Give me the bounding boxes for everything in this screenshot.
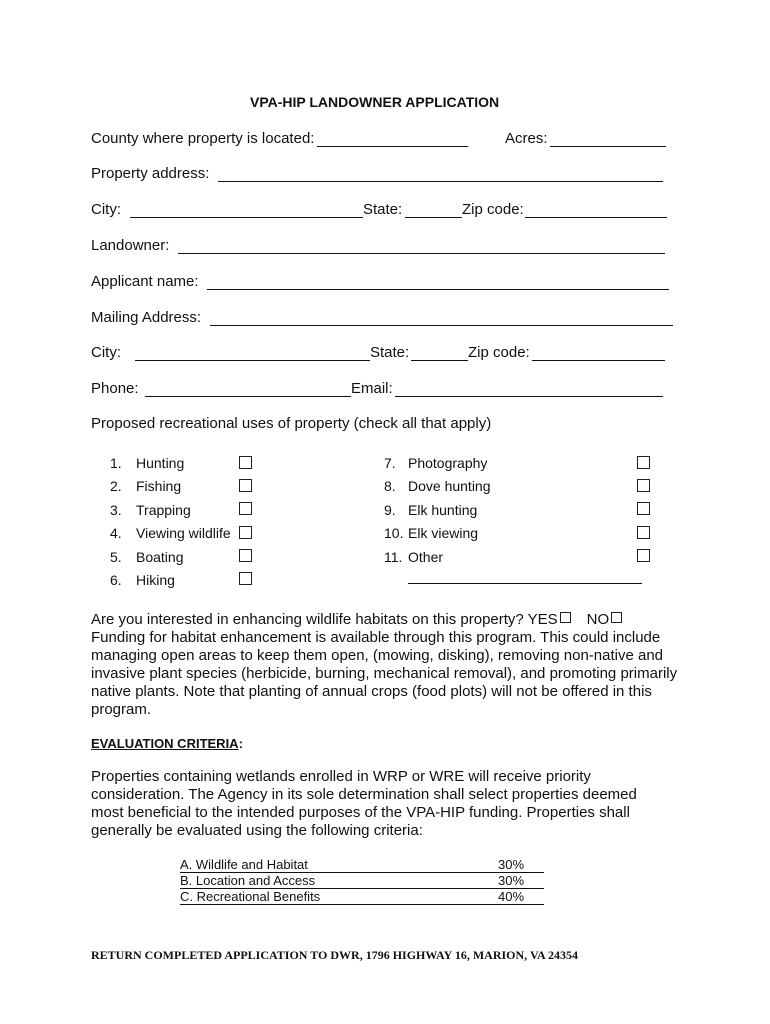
zip-label: Zip code:	[462, 201, 524, 218]
list-item: 7. Photography	[384, 455, 488, 471]
mailing-city-field[interactable]	[135, 360, 370, 361]
checkbox-elk-hunting[interactable]	[637, 502, 650, 515]
list-item: 2. Fishing	[110, 478, 182, 494]
list-item: 8. Dove hunting	[384, 478, 491, 494]
state-label: State:	[363, 201, 403, 218]
list-item: 9. Elk hunting	[384, 502, 478, 518]
mailing-zip-field[interactable]	[532, 360, 665, 361]
checkbox-elk-viewing[interactable]	[637, 526, 650, 539]
mailing-state-field[interactable]	[411, 360, 468, 361]
landowner-label: Landowner:	[91, 237, 170, 254]
list-item: 3. Trapping	[110, 502, 191, 518]
zip-field[interactable]	[525, 217, 667, 218]
table-row: A. Wildlife and Habitat	[180, 857, 308, 872]
list-item: 10. Elk viewing	[384, 525, 479, 541]
applicant-label: Applicant name:	[91, 273, 199, 290]
checkbox-fishing[interactable]	[239, 479, 252, 492]
criteria-weight: 30%	[498, 873, 525, 888]
table-row: B. Location and Access	[180, 873, 316, 888]
table-row: C. Recreational Benefits	[180, 889, 321, 904]
checkbox-photography[interactable]	[637, 456, 650, 469]
list-item: 5. Boating	[110, 549, 184, 565]
county-label: County where property is located:	[91, 130, 315, 147]
county-field[interactable]	[317, 146, 468, 147]
city-label: City:	[91, 201, 121, 218]
applicant-field[interactable]	[207, 289, 669, 290]
page-title: VPA-HIP LANDOWNER APPLICATION	[250, 94, 500, 110]
criteria-weight: 30%	[498, 857, 525, 872]
evaluation-body: Properties containing wetlands enrolled in WRP or WRE will receive priority consideration. The Agency in its sole determination shall select properties deemed most beneficial to the intended purposes of the VPA-HIP funding. Properties shall generally be evaluated using the following criteria:	[91, 768, 637, 839]
return-address: RETURN COMPLETED APPLICATION TO DWR, 1796 HIGHWAY 16, MARION, VA 24354	[91, 948, 579, 962]
checkbox-viewing-wildlife[interactable]	[239, 526, 252, 539]
mailing-field[interactable]	[210, 325, 673, 326]
email-label: Email:	[351, 380, 393, 397]
email-field[interactable]	[395, 396, 663, 397]
property-address-field[interactable]	[218, 181, 663, 182]
criteria-weight: 40%	[498, 889, 525, 904]
checkbox-other[interactable]	[637, 549, 650, 562]
city-field[interactable]	[130, 217, 363, 218]
list-item: 11. Other	[384, 549, 444, 565]
mailing-label: Mailing Address:	[91, 309, 202, 326]
phone-label: Phone:	[91, 380, 139, 397]
list-item: 1. Hunting	[110, 455, 185, 471]
mailing-city-label: City:	[91, 344, 121, 361]
other-field[interactable]	[408, 583, 642, 584]
uses-prompt: Proposed recreational uses of property (check all that apply)	[91, 415, 492, 432]
phone-field[interactable]	[145, 396, 351, 397]
acres-label: Acres:	[505, 130, 548, 147]
list-item: 4. Viewing wildlife	[110, 525, 231, 541]
state-field[interactable]	[405, 217, 462, 218]
checkbox-boating[interactable]	[239, 549, 252, 562]
acres-field[interactable]	[550, 146, 666, 147]
interest-body: Funding for habitat enhancement is available through this program. This could include managing open areas to keep them open, (mowing, disking), removing non-native and invasive plant species (herbicide, burning, mechanical removal), and promoting primarily native plants. Note that planting of annual crops (food plots) will not be offered in this program.	[91, 629, 678, 718]
evaluation-heading: EVALUATION CRITERIA:	[91, 736, 243, 751]
checkbox-dove-hunting[interactable]	[637, 479, 650, 492]
interest-question: Are you interested in enhancing wildlife habitats on this property? YES NO	[91, 611, 622, 629]
no-checkbox[interactable]	[611, 612, 622, 623]
checkbox-hunting[interactable]	[239, 456, 252, 469]
divider	[180, 904, 544, 905]
property-address-label: Property address:	[91, 165, 210, 182]
landowner-field[interactable]	[178, 253, 665, 254]
checkbox-trapping[interactable]	[239, 502, 252, 515]
yes-checkbox[interactable]	[560, 612, 571, 623]
checkbox-hiking[interactable]	[239, 572, 252, 585]
list-item: 6. Hiking	[110, 572, 175, 588]
mailing-state-label: State:	[370, 344, 410, 361]
mailing-zip-label: Zip code:	[468, 344, 530, 361]
